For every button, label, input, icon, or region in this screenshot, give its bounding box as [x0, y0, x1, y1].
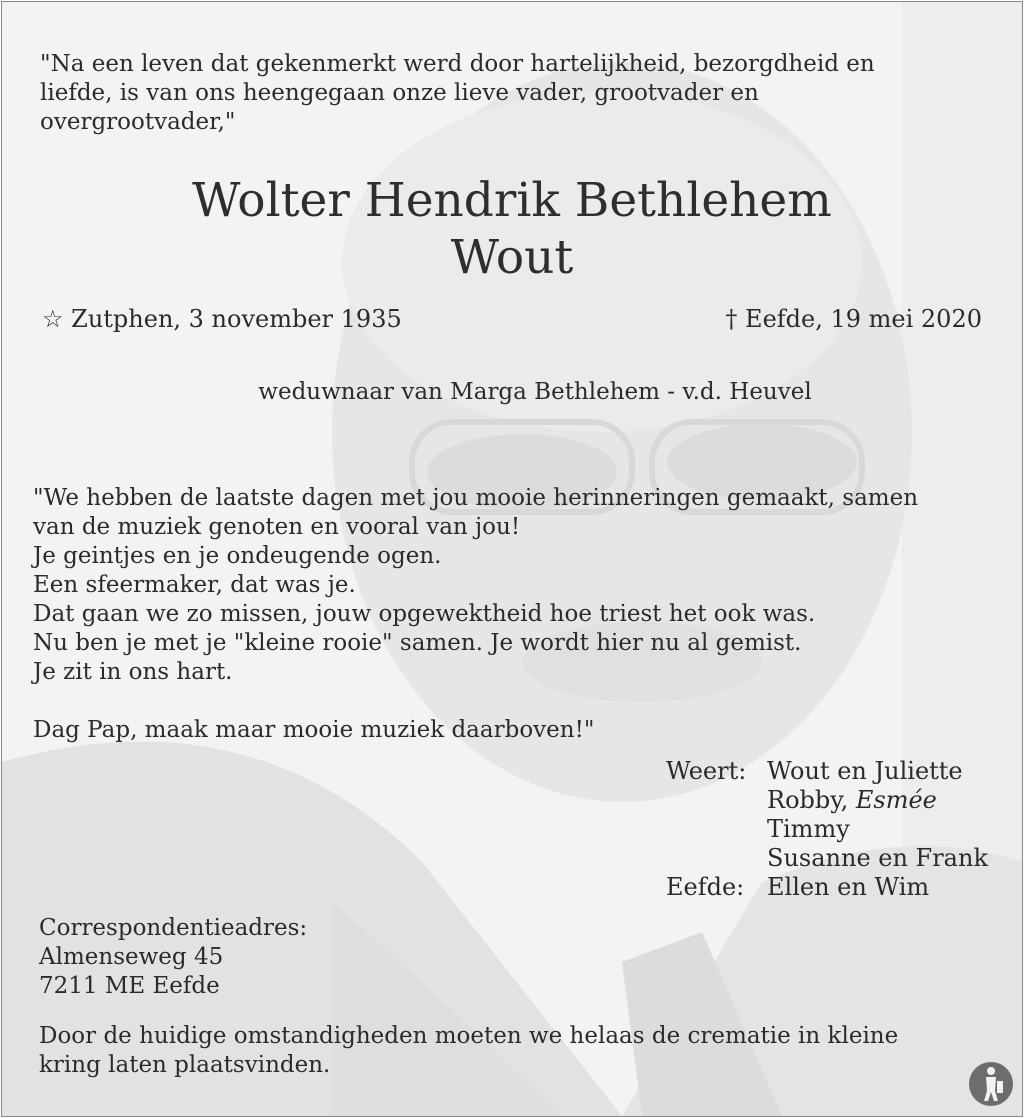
opening-quote-line: "Na een leven dat gekenmerkt werd door hartelijkheid, bezorgdheid en — [40, 51, 875, 77]
notice-line: kring laten plaatsvinden. — [39, 1052, 331, 1078]
opening-quote-line: liefde, is van ons heengegaan onze lieve vader, grootvader en — [40, 80, 759, 106]
family-quote-line: van de muziek genoten en vooral van jou! — [33, 514, 521, 540]
birth-info: ☆ Zutphen, 3 november 1935 — [42, 305, 402, 333]
family-quote — [33, 484, 918, 745]
notice-line: Door de huidige omstandigheden moeten we helaas de crematie in kleine — [39, 1023, 899, 1049]
family-member: Timmy — [767, 815, 850, 843]
family-place-eefde: Eefde: — [666, 873, 745, 901]
family-member-name-italic: Esmée — [855, 786, 937, 814]
family-quote-line: Dag Pap, maak maar mooie muziek daarboven!" — [33, 717, 595, 743]
memorial-figure-icon — [968, 1061, 1014, 1107]
family-member: Wout en Juliette — [767, 757, 963, 785]
family-member — [767, 786, 937, 815]
family-member: Ellen en Wim — [767, 873, 930, 901]
correspondence-address — [39, 914, 307, 1001]
widower-of: weduwnaar van Marga Bethlehem - v.d. Heuvel — [258, 379, 812, 405]
family-quote-line: Je geintjes en je ondeugende ogen. — [33, 543, 442, 569]
cremation-notice — [39, 1022, 898, 1080]
death-info: † Eefde, 19 mei 2020 — [725, 305, 982, 333]
family-quote-line — [33, 687, 918, 716]
address-line: 7211 ME Eefde — [39, 973, 220, 999]
opening-quote — [40, 50, 875, 137]
family-member-name: Robby, — [767, 786, 856, 814]
deceased-full-name: Wolter Hendrik Bethlehem — [192, 173, 832, 228]
deceased-nickname: Wout — [450, 230, 574, 285]
family-quote-line: "We hebben de laatste dagen met jou mooie herinneringen gemaakt, samen — [33, 485, 919, 511]
family-quote-line: Je zit in ons hart. — [33, 659, 233, 685]
address-line: Almenseweg 45 — [39, 944, 224, 970]
opening-quote-line: overgrootvader," — [40, 109, 236, 135]
family-quote-line: Dat gaan we zo missen, jouw opgewektheid hoe triest het ook was. — [33, 601, 816, 627]
obituary-card — [1, 1, 1023, 1117]
address-line: Correspondentieadres: — [39, 915, 308, 941]
family-quote-line: Nu ben je met je "kleine rooie" samen. Je wordt hier nu al gemist. — [33, 630, 802, 656]
family-place-weert: Weert: — [666, 757, 747, 785]
family-quote-line: Een sfeermaker, dat was je. — [33, 572, 356, 598]
family-member: Susanne en Frank — [767, 844, 988, 872]
